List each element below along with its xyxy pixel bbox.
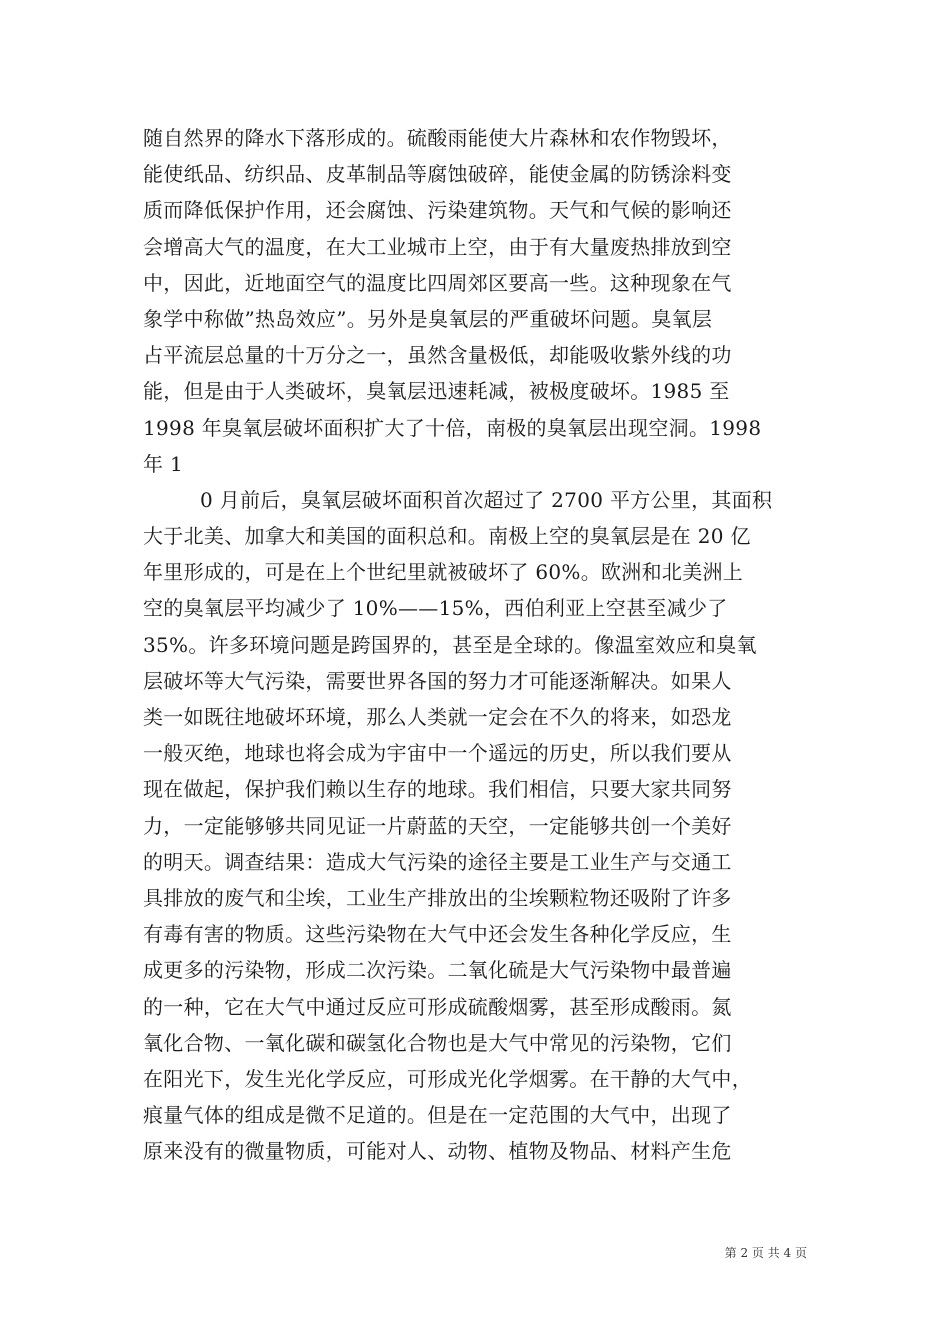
text-line: 原来没有的微量物质，可能对人、动物、植物及物品、材料产生危 — [143, 1139, 732, 1164]
text-line: 氧化合物、一氧化碳和碳氢化合物也是大气中常见的污染物，它们 — [143, 1030, 732, 1055]
text-line: 具排放的废气和尘埃，工业生产排放出的尘埃颗粒物还吸附了许多 — [143, 885, 732, 910]
text-line: 随自然界的降水下落形成的。硫酸雨能使大片森林和农作物毁坏， — [143, 126, 732, 150]
page-number: 第 2 页 共 4 页 — [724, 1246, 807, 1260]
text-line: 质而降低保护作用，还会腐蚀、污染建筑物。天气和气候的影响还 — [143, 198, 732, 223]
text-line: 年 1 — [143, 451, 183, 476]
text-line: 现在做起，保护我们赖以生存的地球。我们相信，只要大家共同努 — [143, 777, 732, 802]
text-line: 的明天。调查结果：造成大气污染的途径主要是工业生产与交通工 — [143, 849, 732, 874]
text-line: 能使纸品、纺织品、皮革制品等腐蚀破碎，能使金属的防锈涂料变 — [143, 162, 732, 187]
text-line: 0 月前后，臭氧层破坏面积首次超过了 2700 平方公里，其面积 — [200, 487, 773, 512]
text-line: 力，一定能够够共同见证一片蔚蓝的天空，一定能够共创一个美好 — [143, 813, 732, 838]
text-line: 有毒有害的物质。这些污染物在大气中还会发生各种化学反应，生 — [143, 922, 732, 947]
text-line: 成更多的污染物，形成二次污染。二氧化硫是大气污染物中最普遍 — [143, 958, 732, 983]
text-line: 35%。许多环境问题是跨国界的，甚至是全球的。像温室效应和臭氧 — [143, 632, 757, 657]
text-line: 大于北美、加拿大和美国的面积总和。南极上空的臭氧层是在 20 亿 — [143, 524, 751, 549]
body-text — [143, 120, 813, 1169]
text-line: 类一如既往地破坏环境，那么人类就一定会在不久的将来，如恐龙 — [143, 705, 732, 729]
text-line: 在阳光下，发生光化学反应，可形成光化学烟雾。在干静的大气中， — [143, 1066, 752, 1091]
text-line: 中，因此，近地面空气的温度比四周郊区要高一些。这种现象在气 — [143, 270, 732, 295]
text-line: 一般灭绝，地球也将会成为宇宙中一个遥远的历史，所以我们要从 — [143, 741, 732, 766]
text-line: 年里形成的，可是在上个世纪里就被破坏了 60%。欧洲和北美洲上 — [143, 560, 744, 585]
text-line: 的一种，它在大气中通过反应可形成硫酸烟雾，甚至形成酸雨。氮 — [143, 994, 732, 1019]
text-line: 痕量气体的组成是微不足道的。但是在一定范围的大气中，出现了 — [143, 1103, 732, 1128]
text-line: 象学中称做”热岛效应”。另外是臭氧层的严重破坏问题。臭氧层 — [143, 306, 713, 331]
text-line: 层破坏等大气污染，需要世界各国的努力才可能逐渐解决。如果人 — [143, 668, 732, 693]
text-line: 空的臭氧层平均减少了 10%——15%，西伯利亚上空甚至减少了 — [143, 596, 728, 621]
text-line: 会增高大气的温度，在大工业城市上空，由于有大量废热排放到空 — [143, 234, 732, 259]
text-line: 能，但是由于人类破坏，臭氧层迅速耗减，被极度破坏。1985 至 — [143, 379, 730, 404]
text-line: 占平流层总量的十万分之一，虽然含量极低，却能吸收紫外线的功 — [143, 343, 732, 368]
text-line: 1998 年臭氧层破坏面积扩大了十倍，南极的臭氧层出现空洞。1998 — [143, 415, 762, 440]
